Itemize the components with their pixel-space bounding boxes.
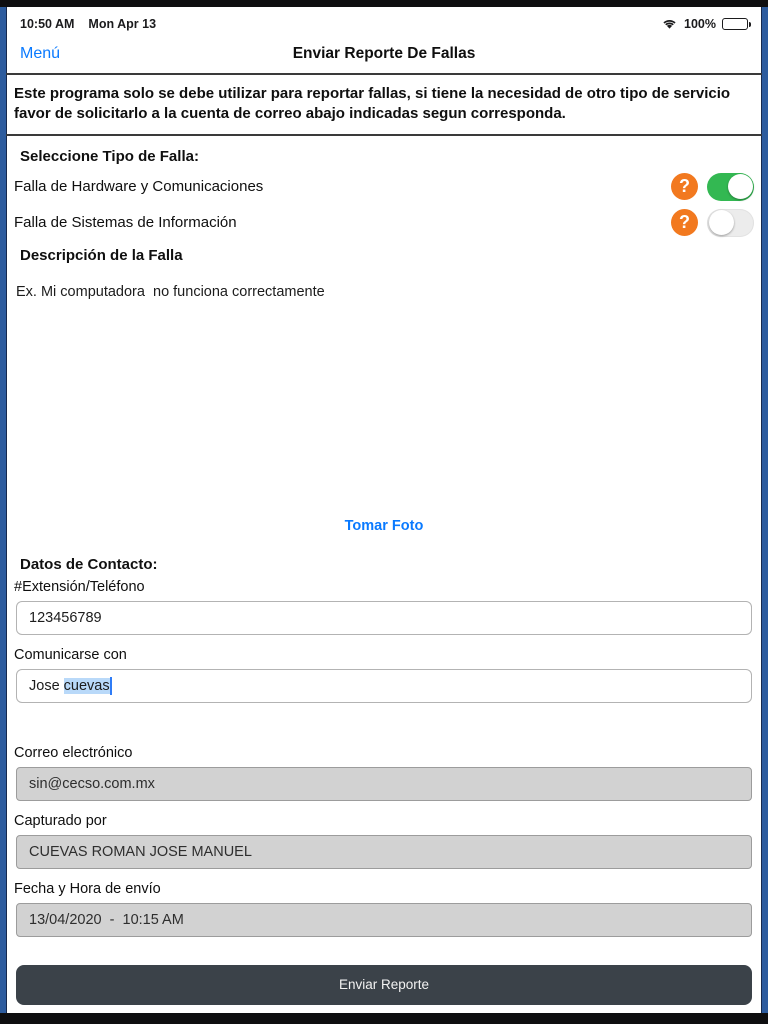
hardware-toggle[interactable] (707, 173, 754, 201)
person-input[interactable] (16, 669, 752, 703)
text-caret (110, 677, 112, 695)
status-bar (6, 7, 762, 35)
captured-value: CUEVAS ROMAN JOSE MANUEL (29, 843, 252, 860)
fault-row-hardware (6, 169, 762, 205)
battery-percent: 100% (684, 17, 716, 31)
toggle-knob (728, 174, 753, 199)
question-mark-glyph: ? (679, 176, 690, 197)
wifi-icon (661, 18, 678, 30)
send-report-button[interactable]: Enviar Reporte (16, 965, 752, 1005)
phone-input[interactable] (16, 601, 752, 635)
phone-label: #Extensión/Teléfono (14, 578, 145, 595)
datetime-value: 13/04/2020 - 10:15 AM (29, 911, 184, 928)
person-value-selected: cuevas (63, 677, 110, 694)
status-date: Mon Apr 13 (88, 17, 157, 31)
datetime-label: Fecha y Hora de envío (14, 880, 161, 897)
help-icon[interactable] (671, 209, 698, 236)
nav-bar (6, 35, 762, 75)
take-photo-button[interactable]: Tomar Foto (344, 517, 424, 534)
captured-input (16, 835, 752, 869)
datetime-input (16, 903, 752, 937)
intro-text: Este programa solo se debe utilizar para reportar fallas, si tiene la necesidad de otro tipo de servicio favor de solicitarlo a la cuenta de correo abajo indicadas segun corresponda. (6, 75, 762, 136)
email-input (16, 767, 752, 801)
toggle-knob (709, 210, 734, 235)
spacer (6, 703, 762, 741)
status-left (20, 17, 156, 31)
app-screen (0, 7, 768, 1013)
systems-toggle[interactable] (707, 209, 754, 237)
status-right (661, 17, 748, 31)
battery-icon (722, 18, 748, 30)
description-textarea[interactable]: Ex. Mi computadora no funciona correctamente (16, 283, 325, 300)
help-icon[interactable] (671, 173, 698, 200)
fault-hardware-label: Falla de Hardware y Comunicaciones (14, 178, 264, 196)
fault-type-heading: Seleccione Tipo de Falla: (20, 147, 199, 165)
question-mark-glyph: ? (679, 212, 690, 233)
menu-button[interactable]: Menú (20, 45, 61, 62)
contact-heading: Datos de Contacto: (20, 555, 158, 573)
page-title: Enviar Reporte De Fallas (292, 45, 476, 62)
fault-systems-label: Falla de Sistemas de Información (14, 214, 237, 232)
person-label: Comunicarse con (14, 646, 127, 663)
email-label: Correo electrónico (14, 744, 133, 761)
captured-label: Capturado por (14, 812, 107, 829)
fault-row-systems (6, 205, 762, 241)
phone-value: 123456789 (29, 609, 102, 626)
email-value: sin@cecso.com.mx (29, 775, 155, 792)
person-value-plain: Jose (29, 677, 64, 694)
description-label: Descripción de la Falla (20, 246, 183, 264)
status-time: 10:50 AM (20, 17, 75, 31)
